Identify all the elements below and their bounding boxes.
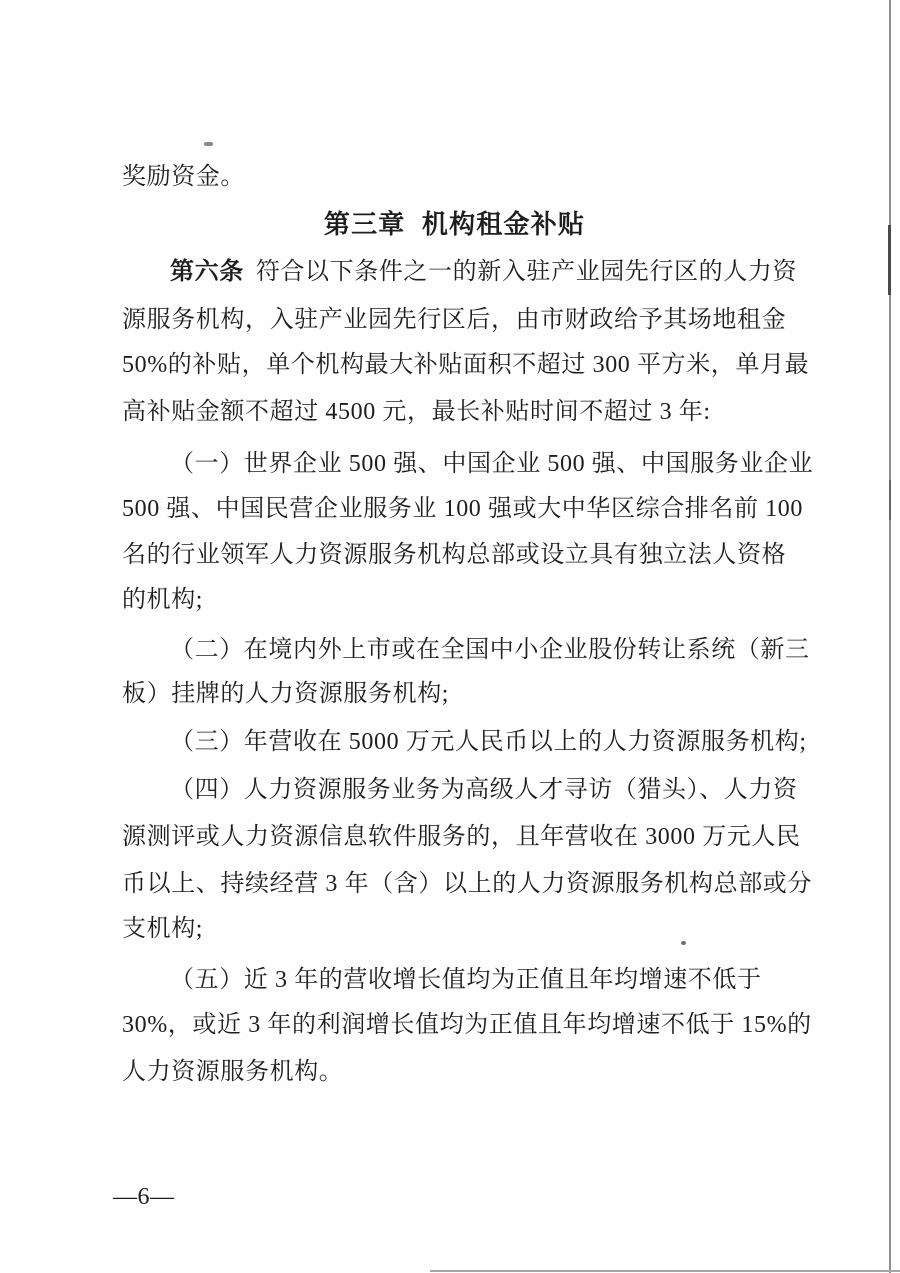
text-line: 高补贴金额不超过 4500 元，最长补贴时间不超过 3 年: [122,399,711,425]
article-number: 第六条 [170,258,244,285]
text-line: 人力资源服务机构。 [122,1059,344,1085]
text-line: 奖励资金。 [122,164,245,190]
text-line: （四）人力资源服务业务为高级人才寻访（猎头）、人力资 [170,777,798,803]
text-line: 板）挂牌的人力资源服务机构; [122,681,450,707]
text-line: （一）世界企业 500 强、中国企业 500 强、中国服务业企业 [170,451,814,477]
text-line: 币以上、持续经营 3 年（含）以上的人力资源服务机构总部或分 [122,871,812,897]
text-line: 的机构; [122,587,204,613]
scan-artifact-bottom-edge-line [430,1270,900,1272]
text-line: （五）近 3 年的营收增长值均为正值且年均增速不低于 [170,967,762,993]
text-line: 名的行业领军人力资源服务机构总部或设立具有独立法人资格 [122,542,787,568]
text-line: 50%的补贴，单个机构最大补贴面积不超过 300 平方米，单月最 [122,352,810,378]
scan-artifact-right-edge-mark [889,480,891,520]
scan-artifact-right-edge-smudge [888,225,891,295]
page-number: —6— [113,1184,175,1210]
scan-artifact-right-edge-line [889,0,891,1273]
text-line: 30%，或近 3 年的利润增长值均为正值且年均增速不低于 15%的 [122,1012,812,1038]
scan-artifact-speck [681,941,686,945]
scan-artifact-speck [204,142,213,146]
text-line: 第六条 符合以下条件之一的新入驻产业园先行区的人力资 [170,258,798,285]
text-line: （二）在境内外上市或在全国中小企业股份转让系统（新三 [170,637,810,663]
text-line: 源测评或人力资源信息软件服务的，且年营收在 3000 万元人民 [122,824,801,850]
chapter-heading: 第三章 机构租金补贴 [323,209,586,239]
text-line: 500 强、中国民营企业服务业 100 强或大中华区综合排名前 100 [122,496,803,522]
text-line: 源服务机构，入驻产业园先行区后，由市财政给予其场地租金 [122,307,787,333]
text-line: （三）年营收在 5000 万元人民币以上的人力资源服务机构; [170,729,807,755]
text-line: 支机构; [122,916,204,942]
